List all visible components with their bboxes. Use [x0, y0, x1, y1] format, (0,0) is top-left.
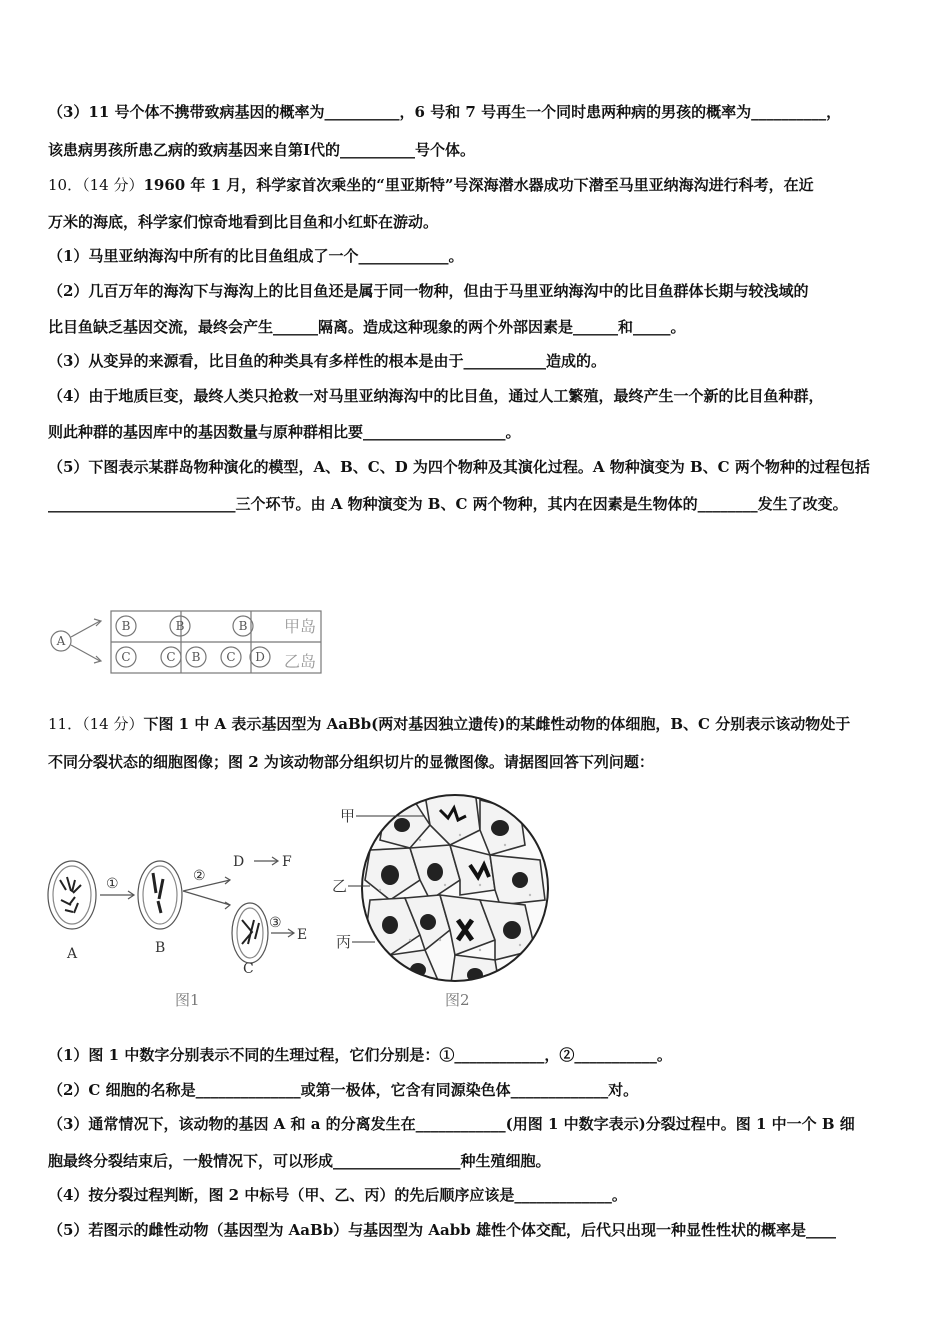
cell-a [48, 861, 96, 929]
label-bing: 丙 [336, 933, 352, 951]
cell-c-label: C [243, 961, 254, 977]
cell-d-label: D [233, 854, 245, 870]
cell-f-label: F [282, 854, 292, 870]
q10-stem-line1 [48, 175, 814, 195]
q10-part2-line1: （2）几百万年的海沟下与海沟上的比目鱼还是属于同一物种，但由于马里亚纳海沟中的比目鱼群体长期与较浅域的 [48, 282, 809, 300]
microscope-figure-2 [330, 780, 550, 1015]
q11-part3-line1: （3）通常情况下，该动物的基因 A 和 a 的分离发生在____________(用图 1 中数字表示)分裂过程中。图 1 中一个 B 细 [48, 1115, 855, 1133]
q10-part4-line2: 则此种群的基因库中的基因数量与原种群相比要___________________。 [48, 423, 521, 441]
q11-part5: （5）若图示的雌性动物（基因型为 AaBb）与基因型为 Aabb 雄性个体交配，后代只出现一种显性性状的概率是____ [48, 1221, 836, 1239]
label-jia: 甲 [340, 807, 356, 825]
q11-stem-line1 [48, 714, 850, 734]
bottom-species-2b: B [191, 650, 201, 664]
species-a-label: A [56, 634, 66, 648]
label-yi: 乙 [332, 877, 348, 895]
q10-part3: （3）从变异的来源看，比目鱼的种类具有多样性的根本是由于___________造成的。 [48, 352, 606, 370]
q11-part1: （1）图 1 中数字分别表示不同的生理过程，它们分别是：①____________，②___________。 [48, 1046, 672, 1064]
q11-stem: 下图 1 中 A 表示基因型为 AaBb(两对基因独立遗传)的某雌性动物的体细胞，B、C 分别表示该动物处于 [143, 715, 851, 733]
q10-stem: 1960 年 1 月，科学家首次乘坐的“里亚斯特”号深海潜水器成功下潜至马里亚纳海沟进行科考，在近 [143, 176, 814, 194]
step-3-label: ③ [269, 915, 282, 931]
cell-e-label: E [297, 927, 308, 943]
step-1-label: ① [106, 876, 119, 892]
figure-1-caption: 图1 [175, 991, 200, 1009]
q10-part1: （1）马里亚纳海沟中所有的比目鱼组成了一个____________。 [48, 247, 464, 265]
bottom-species-3a: C [226, 650, 236, 664]
q10-stem-line2: 万米的海底，科学家们惊奇地看到比目鱼和小红虾在游动。 [48, 213, 439, 231]
q9-part3-line1: （3）11 号个体不携带致病基因的概率为__________，6 号和 7 号再生一个同时患两种病的男孩的概率为__________， [48, 103, 842, 121]
island-yi-label: 乙岛 [284, 652, 317, 671]
cell-b-label: B [155, 940, 166, 956]
q11-stem-line2: 不同分裂状态的细胞图像；图 2 为该动物部分组织切片的显微图像。请据图回答下列问题： [48, 753, 654, 771]
top-species-1: B [121, 619, 131, 633]
q11-part2: （2）C 细胞的名称是______________或第一极体，它含有同源染色体_____________对。 [48, 1081, 639, 1099]
top-species-2: B [175, 619, 185, 633]
figure-2-caption: 图2 [445, 991, 470, 1009]
q9-part3-line2: 该患病男孩所患乙病的致病基因来自第Ⅰ代的__________号个体。 [48, 141, 476, 159]
q11-part4: （4）按分裂过程判断，图 2 中标号（甲、乙、丙）的先后顺序应该是_____________。 [48, 1186, 627, 1204]
q10-part5-line1: （5）下图表示某群岛物种演化的模型，A、B、C、D 为四个物种及其演化过程。A 物种演变为 B、C 两个物种的过程包括 [48, 458, 870, 476]
q10-part2-line2: 比目鱼缺乏基因交流，最终会产生______隔离。造成这种现象的两个外部因素是______和_____。 [48, 318, 686, 336]
q10-number: 10．（14 分） [48, 176, 144, 194]
q11-number: 11．（14 分） [48, 715, 144, 733]
bottom-species-3b: D [255, 650, 265, 664]
island-jia-label: 甲岛 [284, 617, 317, 636]
bottom-species-2a: C [166, 650, 176, 664]
cell-a-label: A [67, 946, 78, 962]
q10-part4-line1: （4）由于地质巨变，最终人类只抢救一对马里亚纳海沟中的比目鱼，通过人工繁殖，最终产生一个新的比目鱼种群， [48, 387, 824, 405]
step-2-label: ② [193, 868, 206, 884]
q10-part5-line2: _________________________三个环节。由 A 物种演变为 B、C 两个物种，其内在因素是生物体的________发生了改变。 [48, 495, 848, 513]
island-evolution-figure [45, 605, 335, 675]
q11-part3-line2: 胞最终分裂结束后，一般情况下，可以形成_________________种生殖细胞。 [48, 1152, 551, 1170]
bottom-species-1: C [121, 650, 131, 664]
cell-division-figure-1 [45, 845, 325, 1015]
top-species-3: B [238, 619, 248, 633]
